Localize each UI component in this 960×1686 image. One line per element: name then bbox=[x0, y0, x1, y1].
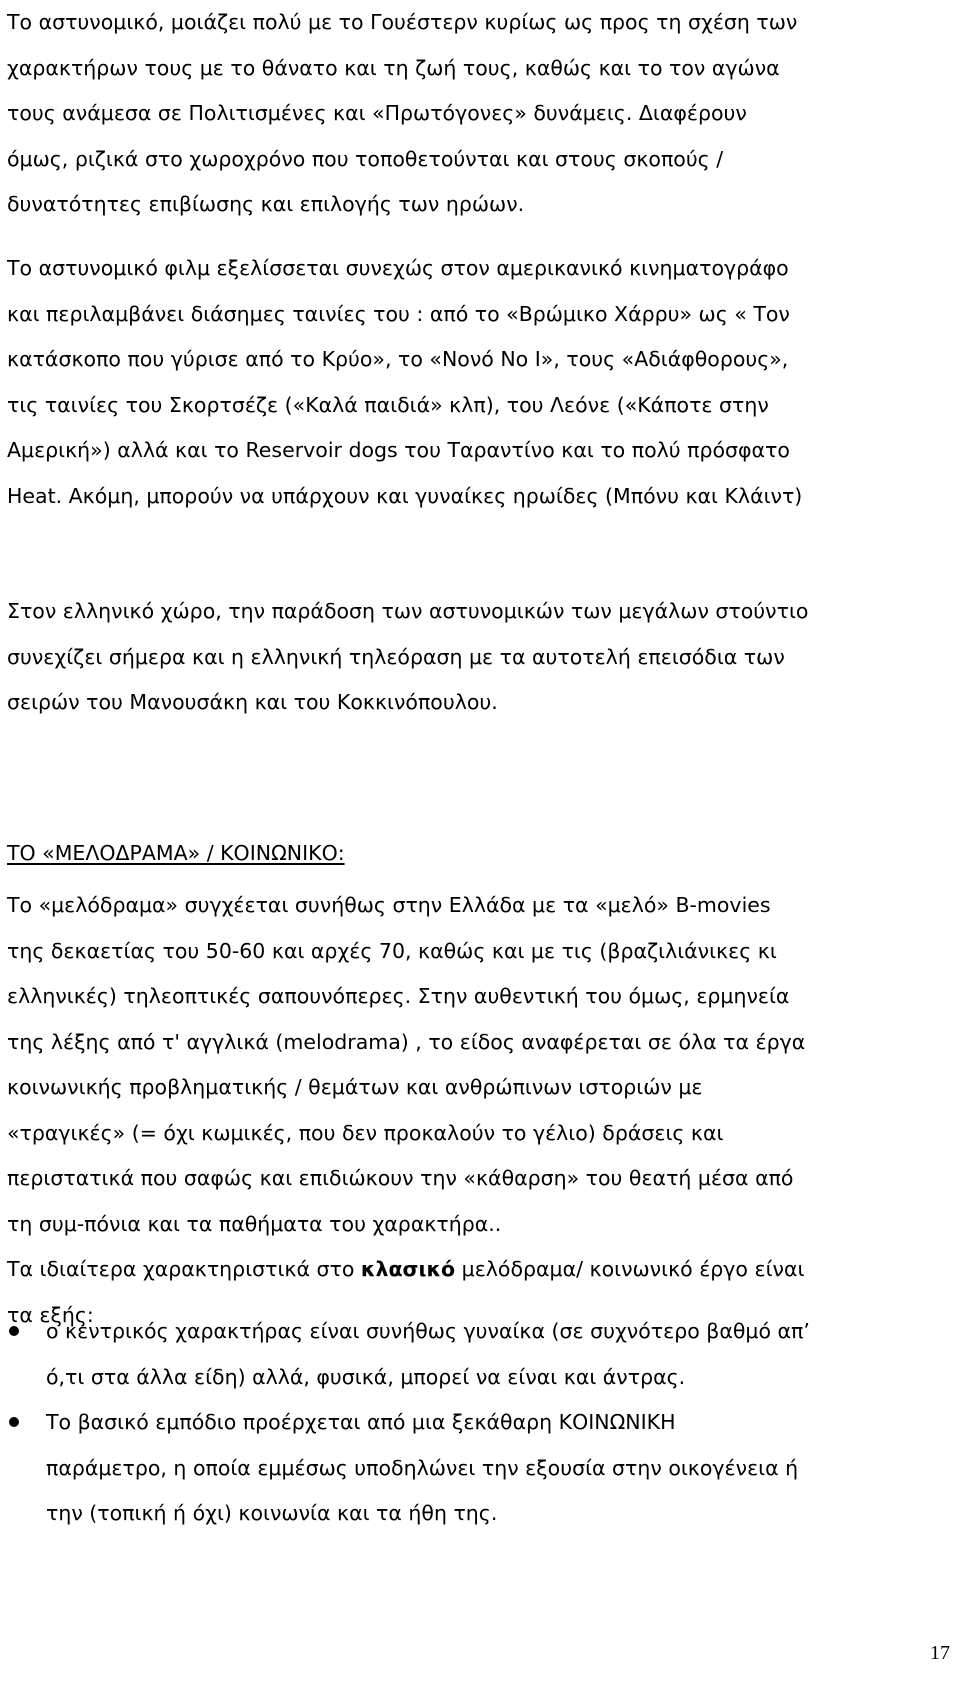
text-line: περιστατικά που σαφώς και επιδιώκουν την «κάθαρση» του θεατή μέσα από bbox=[7, 1166, 794, 1190]
text-line: της λέξης από τ' αγγλικά (melodrama) , το είδος αναφέρεται σε όλα τα έργα bbox=[7, 1029, 806, 1054]
text-line: Heat. Ακόμη, μπορούν να υπάρχουν και γυναίκες ηρωίδες (Μπόνυ και Κλάιντ) bbox=[7, 483, 803, 508]
text-line: την (τοπική ή όχι) κοινωνία και τα ήθη της. bbox=[46, 1501, 498, 1525]
text-line: κατάσκοπο που γύρισε από το Κρύο», το «Νονό Νο Ι», τους «Αδιάφθορους», bbox=[7, 347, 789, 371]
text-span: μελόδραμα/ κοινωνικό έργο είναι bbox=[455, 1257, 805, 1281]
bullet-icon bbox=[9, 1417, 19, 1427]
text-line: και περιλαμβάνει διάσημες ταινίες του : από το «Βρώμικο Χάρρυ» ως « Τον bbox=[7, 301, 790, 326]
text-line: όμως, ριζικά στο χωροχρόνο που τοποθετούνται και στους σκοπούς / bbox=[7, 146, 724, 171]
text-line: τους ανάμεσα σε Πολιτισμένες και «Πρωτόγονες» δυνάμεις. Διαφέρουν bbox=[7, 101, 747, 125]
text-line: ο κεντρικός χαρακτήρας είναι συνήθως γυναίκα (σε συχνότερο βαθμό απ’ bbox=[46, 1319, 810, 1343]
paragraph-intro bbox=[7, 0, 797, 228]
paragraph-melodrama bbox=[7, 883, 805, 1338]
list-item bbox=[7, 1309, 810, 1400]
section-heading-melodrama: ΤΟ «ΜΕΛΟΔΡΑΜΑ» / ΚΟΙΝΩΝΙΚΟ: bbox=[7, 841, 345, 865]
paragraph-greek-films bbox=[7, 589, 808, 726]
text-line: Στον ελληνικό χώρο, την παράδοση των αστυνομικών των μεγάλων στούντιο bbox=[7, 599, 809, 623]
text-line: Το αστυνομικό, μοιάζει πολύ με το Γουέστερν κυρίως ως προς τη σχέση των bbox=[7, 10, 798, 34]
text-line: της δεκαετίας του 50-60 και αρχές 70, καθώς και με τις (βραζιλιάνικες κι bbox=[7, 938, 777, 963]
text-line: δυνατότητες επιβίωσης και επιλογής των ηρώων. bbox=[7, 192, 525, 216]
features-list bbox=[7, 1309, 810, 1537]
text-line: παράμετρο, η οποία εμμέσως υποδηλώνει την εξουσία στην οικογένεια ή bbox=[46, 1455, 799, 1480]
text-line: χαρακτήρων τους με το θάνατο και τη ζωή τους, καθώς και το τον αγώνα bbox=[7, 55, 780, 80]
features-intro-line bbox=[7, 1247, 805, 1293]
text-line: ελληνικές) τηλεοπτικές σαπουνόπερες. Στην αυθεντική του όμως, ερμηνεία bbox=[7, 984, 790, 1008]
text-line: Αμερική») αλλά και το Reservoir dogs του Ταραντίνο και το πολύ πρόσφατο bbox=[7, 438, 790, 462]
text-line: τη συμ-πόνια και τα παθήματα του χαρακτήρα.. bbox=[7, 1211, 502, 1236]
text-line: Το αστυνομικό φιλμ εξελίσσεται συνεχώς στον αμερικανικό κινηματογράφο bbox=[7, 256, 789, 280]
text-line: Το βασικό εμπόδιο προέρχεται από μια ξεκάθαρη ΚΟΙΝΩΝΙΚΗ bbox=[46, 1410, 676, 1434]
bullet-icon bbox=[9, 1326, 19, 1336]
text-span: Τα ιδιαίτερα χαρακτηριστικά στο bbox=[7, 1257, 361, 1281]
bold-text: κλασικό bbox=[360, 1257, 456, 1281]
text-line: συνεχίζει σήμερα και η ελληνική τηλεόραση με τα αυτοτελή επεισόδια των bbox=[7, 644, 785, 669]
page-number: 17 bbox=[930, 1642, 950, 1664]
paragraph-american-films bbox=[7, 246, 802, 519]
text-line: τα εξής: bbox=[7, 1302, 94, 1327]
text-line: «τραγικές» (= όχι κωμικές, που δεν προκαλούν το γέλιο) δράσεις και bbox=[7, 1120, 724, 1145]
list-item bbox=[7, 1400, 810, 1537]
text-line: Το «μελόδραμα» συγχέεται συνήθως στην Ελλάδα με τα «μελό» B-movies bbox=[7, 893, 771, 917]
text-line: σειρών του Μανουσάκη και του Κοκκινόπουλου. bbox=[7, 690, 498, 714]
text-line: ό,τι στα άλλα είδη) αλλά, φυσικά, μπορεί να είναι και άντρας. bbox=[46, 1364, 686, 1389]
text-line: κοινωνικής προβληματικής / θεμάτων και ανθρώπινων ιστοριών με bbox=[7, 1075, 703, 1099]
text-line: τις ταινίες του Σκορτσέζε («Καλά παιδιά» κλπ), του Λεόνε («Κάποτε στην bbox=[7, 392, 769, 417]
